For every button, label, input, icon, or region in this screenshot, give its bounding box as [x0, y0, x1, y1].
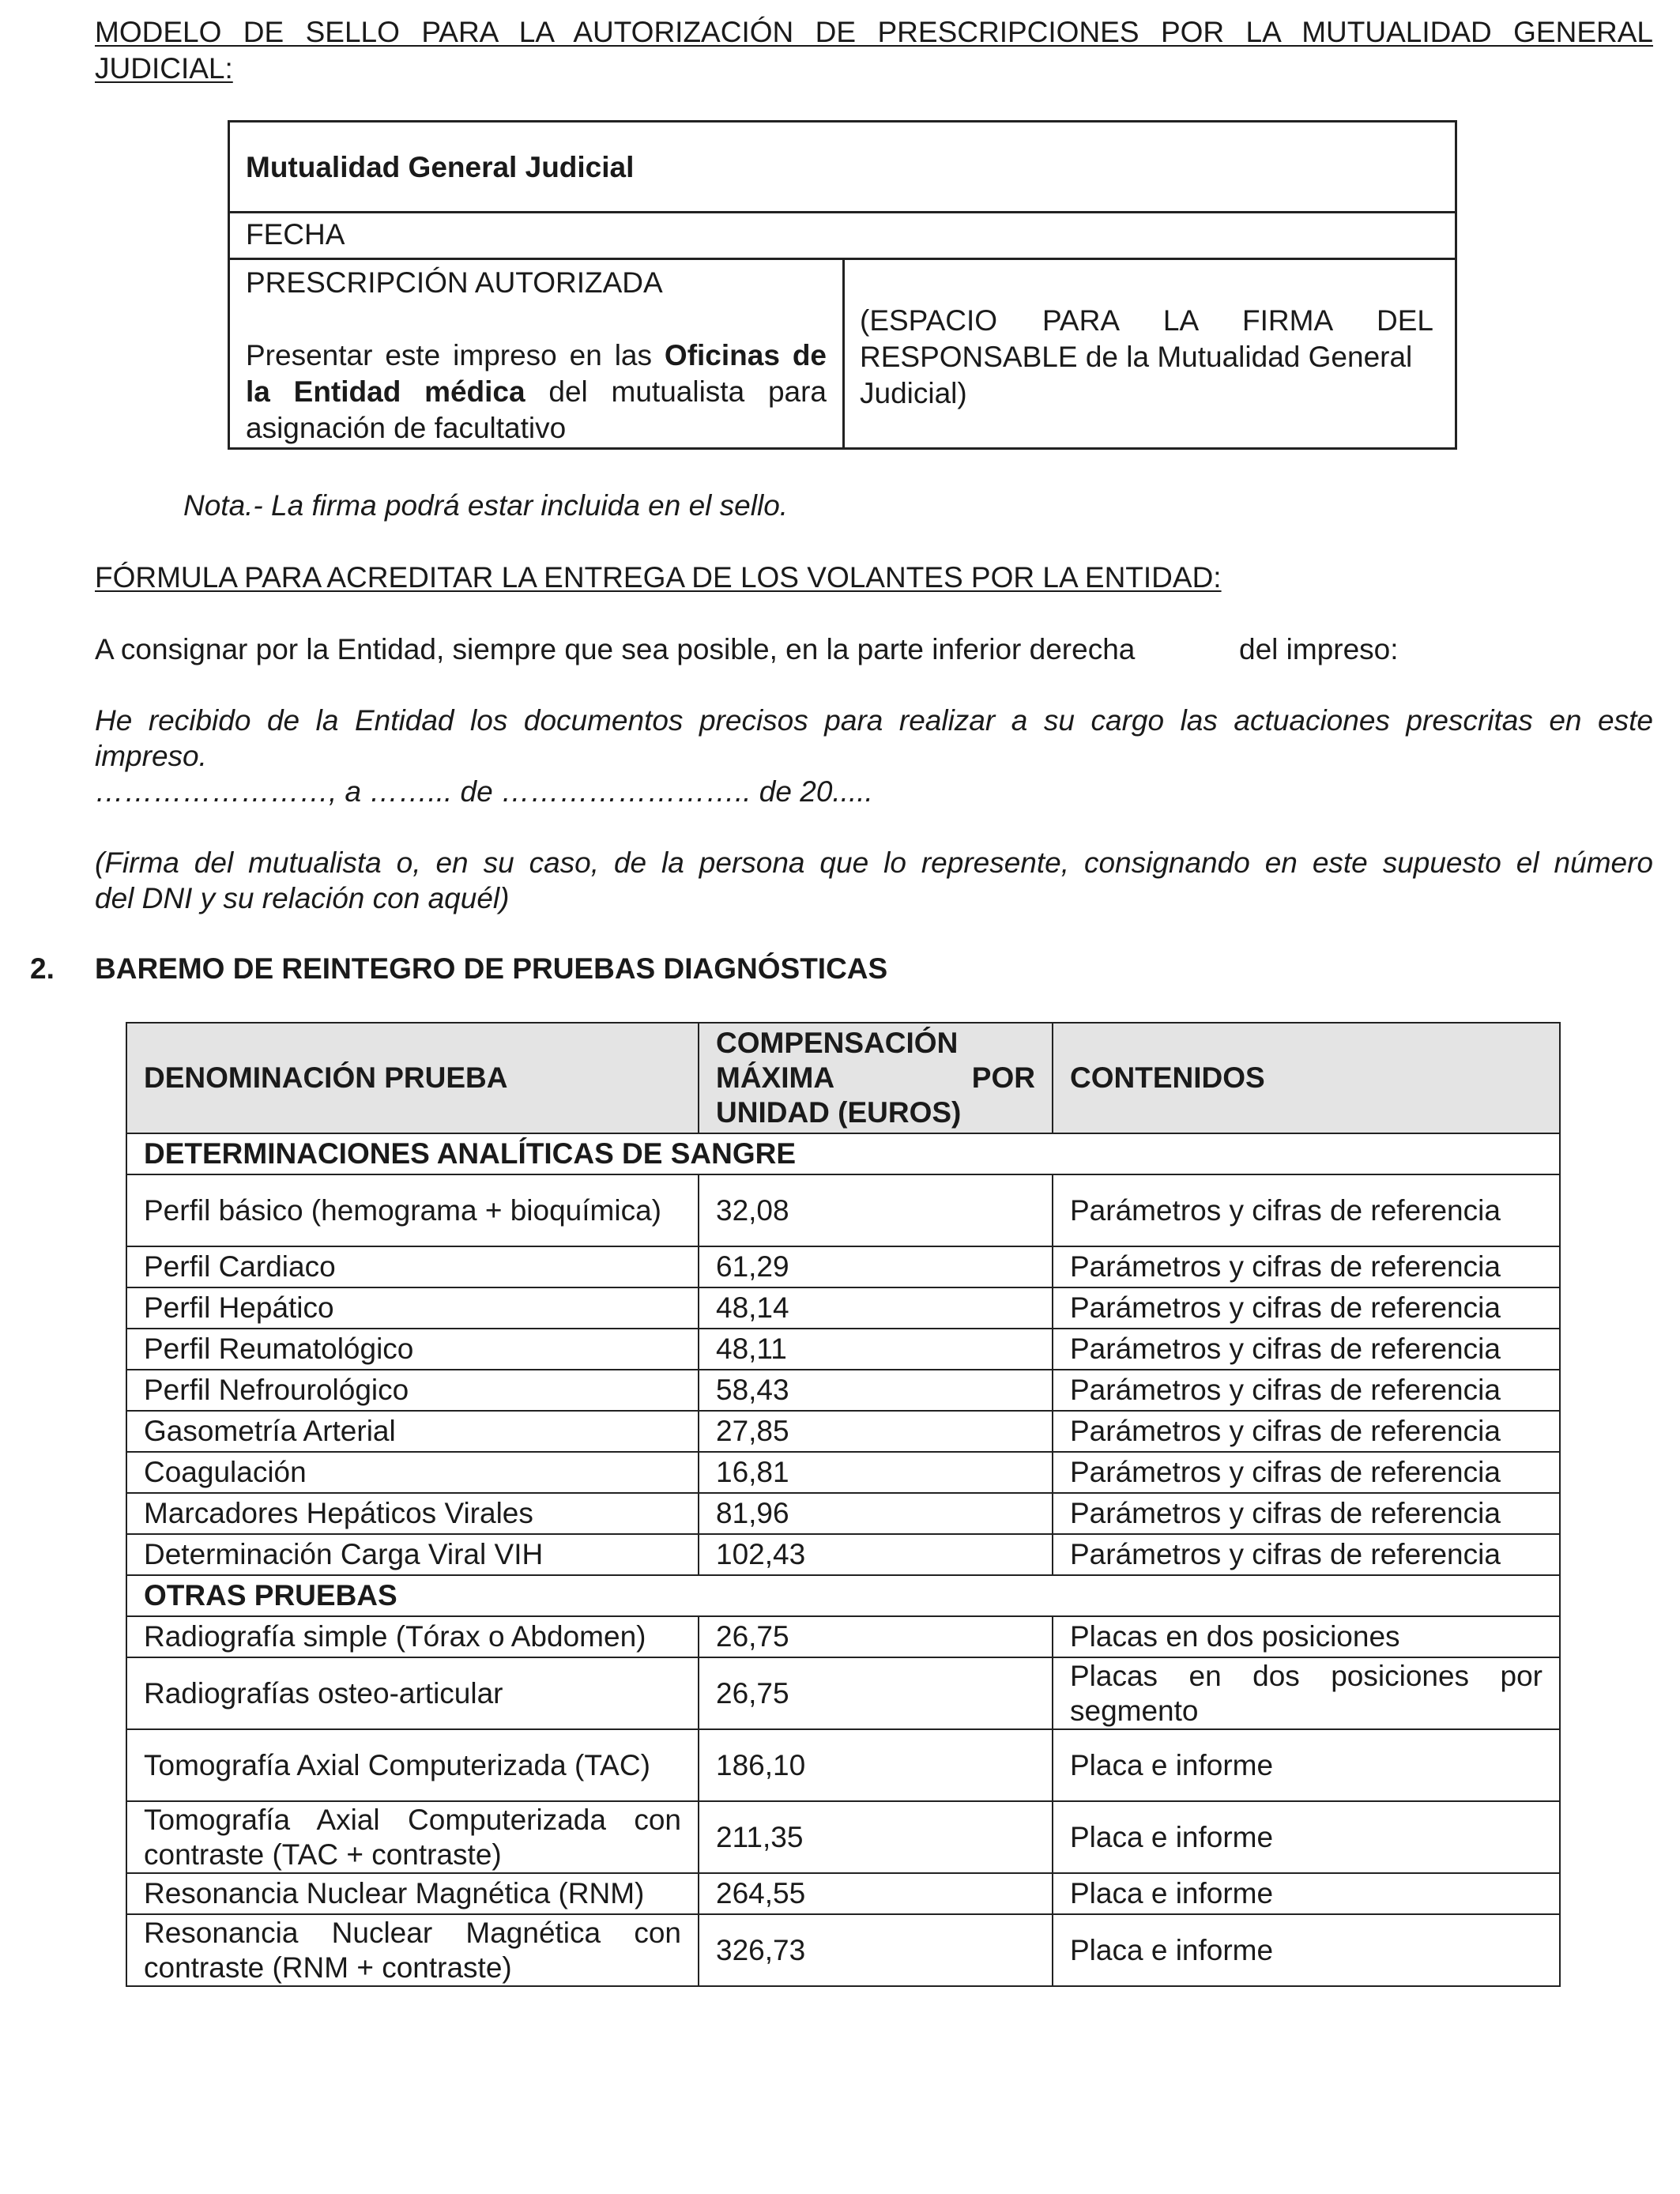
- formula-heading: FÓRMULA PARA ACREDITAR LA ENTREGA DE LOS VOLANTES POR LA ENTIDAD:: [95, 561, 1222, 594]
- test-contents: Parámetros y cifras de referencia: [1053, 1411, 1560, 1452]
- table-row: [126, 1801, 1560, 1873]
- receipt-date-line: ……………………, a ……... de …………………….. de 20.....: [95, 775, 873, 808]
- baremo-table: [126, 1022, 1561, 1987]
- test-contents: Parámetros y cifras de referencia: [1053, 1452, 1560, 1493]
- test-compensation: 48,11: [699, 1329, 1053, 1370]
- test-contents: Parámetros y cifras de referencia: [1053, 1493, 1560, 1534]
- receipt-text-line2: impreso.: [95, 740, 207, 772]
- receipt-text-line1: He recibido de la Entidad los documentos precisos para realizar a su cargo las actuaciones prescritas en este: [95, 704, 1653, 737]
- stamp-date-label: FECHA: [246, 218, 345, 251]
- table-row: [126, 1914, 1560, 1986]
- section-row: [126, 1575, 1560, 1616]
- test-compensation: 26,75: [699, 1616, 1053, 1657]
- table-row: [126, 1174, 1560, 1246]
- test-name: Perfil Reumatológico: [126, 1329, 699, 1370]
- test-compensation: 326,73: [699, 1914, 1053, 1986]
- section-title: DETERMINACIONES ANALÍTICAS DE SANGRE: [126, 1133, 1560, 1174]
- table-row: [126, 1534, 1560, 1575]
- section-row: [126, 1133, 1560, 1174]
- test-compensation: 211,35: [699, 1801, 1053, 1873]
- test-contents: Parámetros y cifras de referencia: [1053, 1329, 1560, 1370]
- test-name: Perfil Cardiaco: [126, 1246, 699, 1287]
- stamp-model-table: [228, 120, 1457, 450]
- test-compensation: 26,75: [699, 1657, 1053, 1729]
- test-name: Resonancia Nuclear Magnética con contraste (RNM + contraste): [126, 1914, 699, 1986]
- test-name: Tomografía Axial Computerizada con contraste (TAC + contraste): [126, 1801, 699, 1873]
- test-name: Perfil Hepático: [126, 1287, 699, 1329]
- test-contents: Parámetros y cifras de referencia: [1053, 1174, 1560, 1246]
- baremo-title: BAREMO DE REINTEGRO DE PRUEBAS DIAGNÓSTICAS: [95, 952, 888, 985]
- table-row: [126, 1616, 1560, 1657]
- test-contents: Parámetros y cifras de referencia: [1053, 1246, 1560, 1287]
- test-compensation: 186,10: [699, 1729, 1053, 1801]
- test-compensation: 58,43: [699, 1370, 1053, 1411]
- table-row: [126, 1411, 1560, 1452]
- test-contents: Placa e informe: [1053, 1729, 1560, 1801]
- test-contents: Parámetros y cifras de referencia: [1053, 1287, 1560, 1329]
- table-row: [126, 1329, 1560, 1370]
- table-row: [126, 1370, 1560, 1411]
- stamp-note: Nota.- La firma podrá estar incluida en el sello.: [183, 489, 789, 522]
- section-title: OTRAS PRUEBAS: [126, 1575, 1560, 1616]
- table-row: [126, 1729, 1560, 1801]
- test-name: Tomografía Axial Computerizada (TAC): [126, 1729, 699, 1801]
- test-name: Perfil básico (hemograma + bioquímica): [126, 1174, 699, 1246]
- signature-note-line2: del DNI y su relación con aquél): [95, 882, 510, 914]
- test-name: Radiografías osteo-articular: [126, 1657, 699, 1729]
- stamp-entity-name: Mutualidad General Judicial: [246, 151, 635, 183]
- test-compensation: 264,55: [699, 1873, 1053, 1914]
- test-name: Coagulación: [126, 1452, 699, 1493]
- table-row: [126, 1493, 1560, 1534]
- table-row: [126, 1287, 1560, 1329]
- formula-instruction-end: del impreso:: [1239, 633, 1399, 665]
- signature-note-line1: (Firma del mutualista o, en su caso, de la persona que lo represente, consignando en este supuesto el número: [95, 846, 1653, 879]
- test-compensation: 61,29: [699, 1246, 1053, 1287]
- test-name: Determinación Carga Viral VIH: [126, 1534, 699, 1575]
- stamp-authorized-label: PRESCRIPCIÓN AUTORIZADA: [246, 266, 663, 299]
- header-name: DENOMINACIÓN PRUEBA: [126, 1023, 699, 1133]
- test-contents: Parámetros y cifras de referencia: [1053, 1534, 1560, 1575]
- test-name: Marcadores Hepáticos Virales: [126, 1493, 699, 1534]
- test-name: Radiografía simple (Tórax o Abdomen): [126, 1616, 699, 1657]
- test-compensation: 32,08: [699, 1174, 1053, 1246]
- table-row: [126, 1246, 1560, 1287]
- test-compensation: 16,81: [699, 1452, 1053, 1493]
- test-name: Perfil Nefrourológico: [126, 1370, 699, 1411]
- stamp-heading-line2: JUDICIAL:: [95, 52, 233, 85]
- test-contents: Placa e informe: [1053, 1914, 1560, 1986]
- test-compensation: 48,14: [699, 1287, 1053, 1329]
- stamp-signature-space: (ESPACIO PARA LA FIRMA DEL RESPONSABLE de la Mutualidad General Judicial): [860, 304, 1433, 409]
- table-header-row: [126, 1023, 1560, 1133]
- test-contents: Parámetros y cifras de referencia: [1053, 1370, 1560, 1411]
- table-row: [126, 1873, 1560, 1914]
- table-row: [126, 1452, 1560, 1493]
- table-row: [126, 1657, 1560, 1729]
- test-compensation: 27,85: [699, 1411, 1053, 1452]
- test-name: Gasometría Arterial: [126, 1411, 699, 1452]
- test-compensation: 81,96: [699, 1493, 1053, 1534]
- test-contents: Placas en dos posiciones por segmento: [1053, 1657, 1560, 1729]
- test-contents: Placa e informe: [1053, 1873, 1560, 1914]
- stamp-heading-line1: MODELO DE SELLO PARA LA AUTORIZACIÓN DE PRESCRIPCIONES POR LA MUTUALIDAD GENERAL: [95, 16, 1653, 48]
- stamp-instruction: Presentar este impreso en las Oficinas de la Entidad médica del mutualista para asignación de facultativo: [246, 339, 827, 444]
- header-compensation: COMPENSACIÓN MÁXIMA POR UNIDAD (EUROS): [699, 1023, 1053, 1133]
- section-number: 2.: [30, 952, 55, 985]
- header-contents: CONTENIDOS: [1053, 1023, 1560, 1133]
- test-contents: Placa e informe: [1053, 1801, 1560, 1873]
- formula-instruction: A consignar por la Entidad, siempre que sea posible, en la parte inferior derecha: [95, 633, 1136, 665]
- test-name: Resonancia Nuclear Magnética (RNM): [126, 1873, 699, 1914]
- test-compensation: 102,43: [699, 1534, 1053, 1575]
- test-contents: Placas en dos posiciones: [1053, 1616, 1560, 1657]
